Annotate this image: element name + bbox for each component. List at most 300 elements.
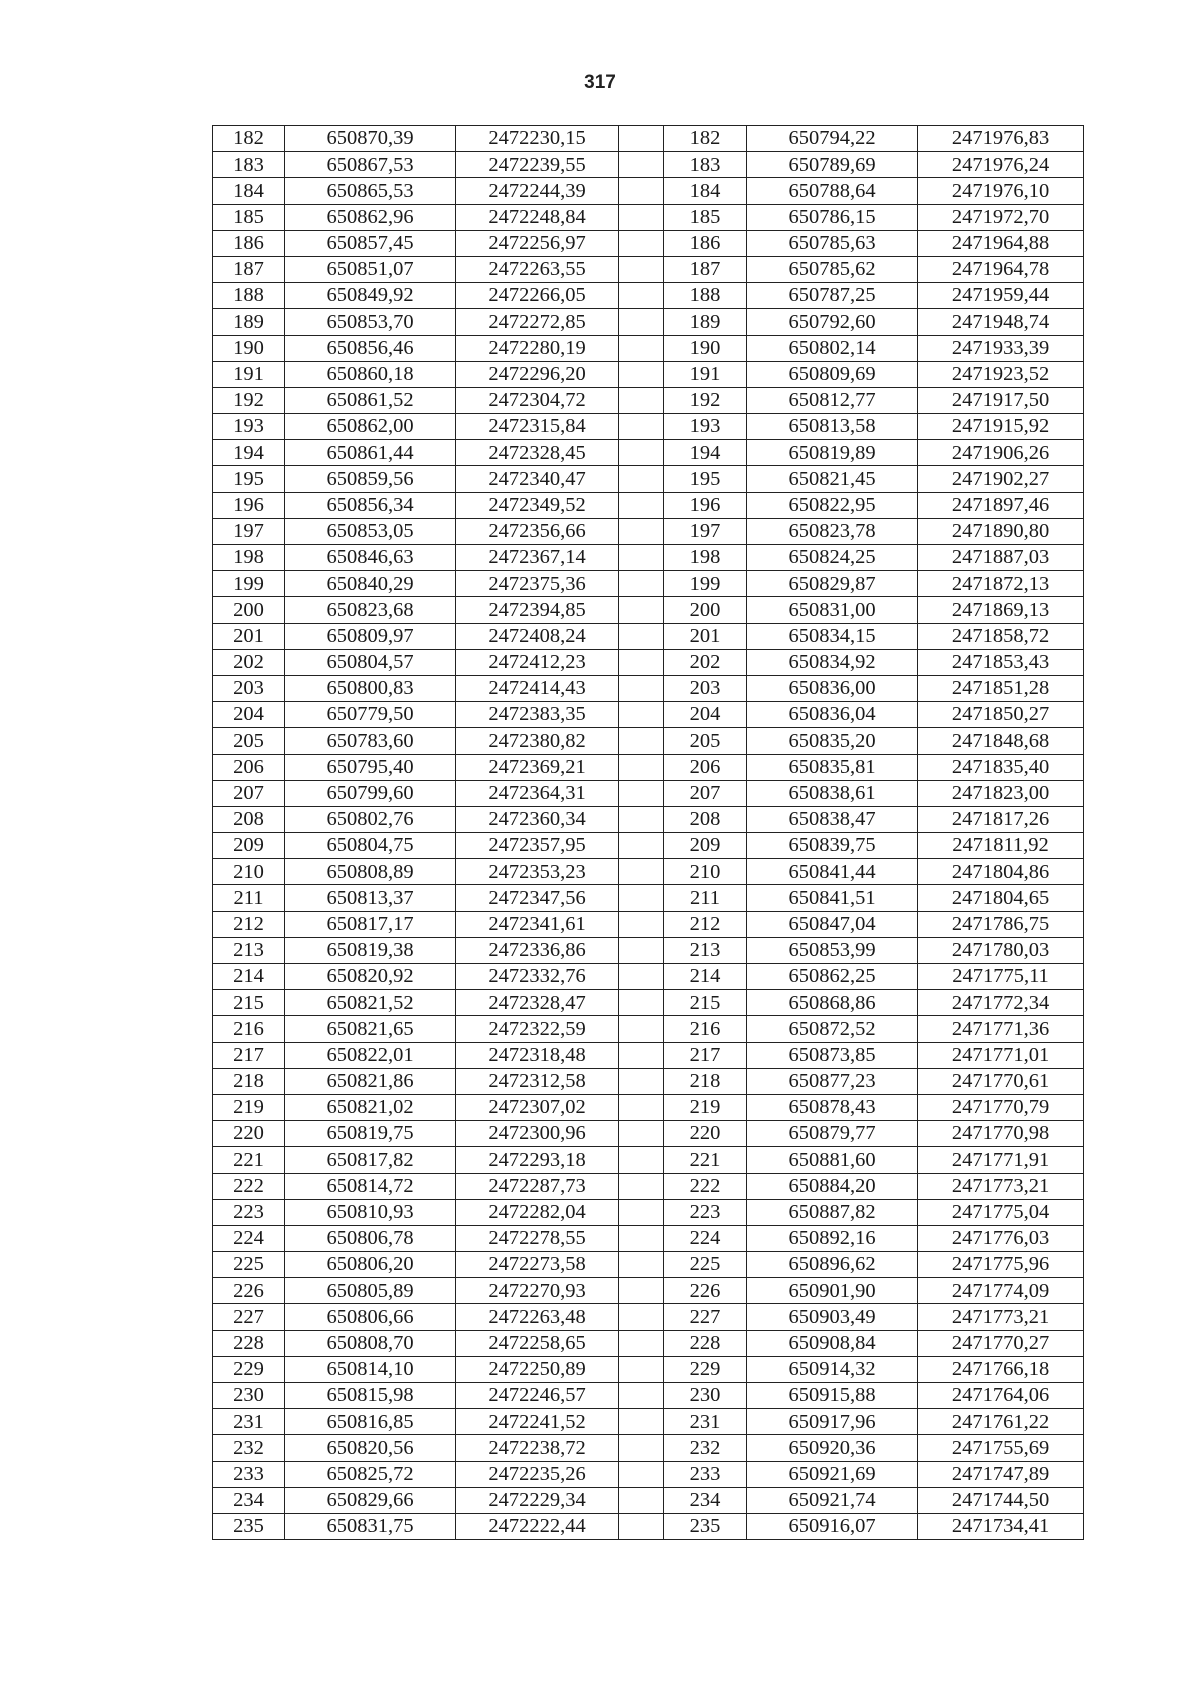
right-x-coordinate-cell: 650838,47: [747, 806, 918, 832]
left-point-number-cell: 207: [213, 780, 285, 806]
spacer-cell: [619, 309, 664, 335]
spacer-cell: [619, 571, 664, 597]
left-y-coordinate-cell: 2472241,52: [456, 1409, 619, 1435]
spacer-cell: [619, 597, 664, 623]
table-row: [213, 806, 1084, 832]
left-y-coordinate-cell: 2472328,45: [456, 440, 619, 466]
right-y-coordinate-cell: 2471734,41: [918, 1513, 1084, 1539]
spacer-cell: [619, 204, 664, 230]
coordinates-table-body: [213, 126, 1084, 1540]
right-x-coordinate-cell: 650872,52: [747, 1016, 918, 1042]
right-y-coordinate-cell: 2471772,34: [918, 990, 1084, 1016]
right-x-coordinate-cell: 650884,20: [747, 1173, 918, 1199]
table-row: [213, 675, 1084, 701]
right-y-coordinate-cell: 2471773,21: [918, 1304, 1084, 1330]
left-y-coordinate-cell: 2472340,47: [456, 466, 619, 492]
right-x-coordinate-cell: 650785,62: [747, 256, 918, 282]
right-x-coordinate-cell: 650785,63: [747, 230, 918, 256]
spacer-cell: [619, 1356, 664, 1382]
spacer-cell: [619, 754, 664, 780]
left-x-coordinate-cell: 650853,05: [285, 518, 456, 544]
right-y-coordinate-cell: 2471976,10: [918, 178, 1084, 204]
spacer-cell: [619, 649, 664, 675]
left-point-number-cell: 208: [213, 806, 285, 832]
table-row: [213, 780, 1084, 806]
left-x-coordinate-cell: 650857,45: [285, 230, 456, 256]
left-x-coordinate-cell: 650814,72: [285, 1173, 456, 1199]
right-y-coordinate-cell: 2471775,04: [918, 1199, 1084, 1225]
left-y-coordinate-cell: 2472300,96: [456, 1121, 619, 1147]
left-y-coordinate-cell: 2472296,20: [456, 361, 619, 387]
right-y-coordinate-cell: 2471964,78: [918, 256, 1084, 282]
right-point-number-cell: 188: [664, 283, 747, 309]
left-x-coordinate-cell: 650865,53: [285, 178, 456, 204]
left-point-number-cell: 235: [213, 1513, 285, 1539]
table-row: [213, 492, 1084, 518]
right-y-coordinate-cell: 2471755,69: [918, 1435, 1084, 1461]
table-row: [213, 414, 1084, 440]
right-x-coordinate-cell: 650787,25: [747, 283, 918, 309]
spacer-cell: [619, 990, 664, 1016]
left-point-number-cell: 205: [213, 728, 285, 754]
right-x-coordinate-cell: 650903,49: [747, 1304, 918, 1330]
spacer-cell: [619, 780, 664, 806]
table-row: [213, 911, 1084, 937]
left-point-number-cell: 223: [213, 1199, 285, 1225]
spacer-cell: [619, 361, 664, 387]
left-x-coordinate-cell: 650819,75: [285, 1121, 456, 1147]
spacer-cell: [619, 885, 664, 911]
left-y-coordinate-cell: 2472278,55: [456, 1225, 619, 1251]
table-row: [213, 1461, 1084, 1487]
right-point-number-cell: 226: [664, 1278, 747, 1304]
right-point-number-cell: 189: [664, 309, 747, 335]
table-row: [213, 361, 1084, 387]
left-y-coordinate-cell: 2472304,72: [456, 387, 619, 413]
right-point-number-cell: 232: [664, 1435, 747, 1461]
right-x-coordinate-cell: 650831,00: [747, 597, 918, 623]
right-y-coordinate-cell: 2471744,50: [918, 1487, 1084, 1513]
right-point-number-cell: 211: [664, 885, 747, 911]
right-point-number-cell: 195: [664, 466, 747, 492]
right-point-number-cell: 184: [664, 178, 747, 204]
left-x-coordinate-cell: 650861,52: [285, 387, 456, 413]
spacer-cell: [619, 1409, 664, 1435]
left-x-coordinate-cell: 650820,92: [285, 964, 456, 990]
left-x-coordinate-cell: 650815,98: [285, 1383, 456, 1409]
left-x-coordinate-cell: 650823,68: [285, 597, 456, 623]
left-point-number-cell: 203: [213, 675, 285, 701]
right-point-number-cell: 200: [664, 597, 747, 623]
left-point-number-cell: 233: [213, 1461, 285, 1487]
right-x-coordinate-cell: 650896,62: [747, 1252, 918, 1278]
spacer-cell: [619, 1121, 664, 1147]
table-row: [213, 623, 1084, 649]
table-row: [213, 440, 1084, 466]
left-x-coordinate-cell: 650808,89: [285, 859, 456, 885]
left-y-coordinate-cell: 2472280,19: [456, 335, 619, 361]
right-y-coordinate-cell: 2471915,92: [918, 414, 1084, 440]
right-x-coordinate-cell: 650786,15: [747, 204, 918, 230]
right-point-number-cell: 212: [664, 911, 747, 937]
right-y-coordinate-cell: 2471766,18: [918, 1356, 1084, 1382]
table-row: [213, 1252, 1084, 1278]
right-x-coordinate-cell: 650789,69: [747, 152, 918, 178]
table-row: [213, 466, 1084, 492]
spacer-cell: [619, 1513, 664, 1539]
right-x-coordinate-cell: 650916,07: [747, 1513, 918, 1539]
left-x-coordinate-cell: 650821,86: [285, 1068, 456, 1094]
right-x-coordinate-cell: 650839,75: [747, 833, 918, 859]
left-point-number-cell: 206: [213, 754, 285, 780]
right-x-coordinate-cell: 650841,51: [747, 885, 918, 911]
left-x-coordinate-cell: 650856,46: [285, 335, 456, 361]
spacer-cell: [619, 623, 664, 649]
spacer-cell: [619, 466, 664, 492]
left-point-number-cell: 196: [213, 492, 285, 518]
left-x-coordinate-cell: 650800,83: [285, 675, 456, 701]
left-point-number-cell: 202: [213, 649, 285, 675]
right-y-coordinate-cell: 2471817,26: [918, 806, 1084, 832]
right-y-coordinate-cell: 2471850,27: [918, 702, 1084, 728]
left-x-coordinate-cell: 650862,96: [285, 204, 456, 230]
table-row: [213, 702, 1084, 728]
coordinates-table: [212, 125, 1084, 1540]
left-x-coordinate-cell: 650870,39: [285, 126, 456, 152]
left-y-coordinate-cell: 2472412,23: [456, 649, 619, 675]
left-point-number-cell: 188: [213, 283, 285, 309]
right-point-number-cell: 224: [664, 1225, 747, 1251]
right-y-coordinate-cell: 2471890,80: [918, 518, 1084, 544]
right-x-coordinate-cell: 650788,64: [747, 178, 918, 204]
left-x-coordinate-cell: 650817,17: [285, 911, 456, 937]
right-x-coordinate-cell: 650901,90: [747, 1278, 918, 1304]
right-point-number-cell: 225: [664, 1252, 747, 1278]
spacer-cell: [619, 1304, 664, 1330]
left-point-number-cell: 187: [213, 256, 285, 282]
right-x-coordinate-cell: 650920,36: [747, 1435, 918, 1461]
spacer-cell: [619, 1278, 664, 1304]
right-y-coordinate-cell: 2471872,13: [918, 571, 1084, 597]
right-point-number-cell: 205: [664, 728, 747, 754]
right-y-coordinate-cell: 2471773,21: [918, 1173, 1084, 1199]
left-y-coordinate-cell: 2472364,31: [456, 780, 619, 806]
left-point-number-cell: 215: [213, 990, 285, 1016]
right-x-coordinate-cell: 650794,22: [747, 126, 918, 152]
right-y-coordinate-cell: 2471923,52: [918, 361, 1084, 387]
right-point-number-cell: 219: [664, 1094, 747, 1120]
right-x-coordinate-cell: 650819,89: [747, 440, 918, 466]
left-y-coordinate-cell: 2472256,97: [456, 230, 619, 256]
right-y-coordinate-cell: 2471964,88: [918, 230, 1084, 256]
left-y-coordinate-cell: 2472312,58: [456, 1068, 619, 1094]
right-x-coordinate-cell: 650835,20: [747, 728, 918, 754]
left-y-coordinate-cell: 2472375,36: [456, 571, 619, 597]
right-point-number-cell: 215: [664, 990, 747, 1016]
left-x-coordinate-cell: 650822,01: [285, 1042, 456, 1068]
table-row: [213, 1435, 1084, 1461]
right-point-number-cell: 229: [664, 1356, 747, 1382]
table-row: [213, 1199, 1084, 1225]
left-point-number-cell: 228: [213, 1330, 285, 1356]
table-row: [213, 859, 1084, 885]
right-x-coordinate-cell: 650834,15: [747, 623, 918, 649]
right-point-number-cell: 218: [664, 1068, 747, 1094]
right-x-coordinate-cell: 650915,88: [747, 1383, 918, 1409]
table-row: [213, 885, 1084, 911]
table-row: [213, 571, 1084, 597]
left-point-number-cell: 218: [213, 1068, 285, 1094]
right-x-coordinate-cell: 650921,69: [747, 1461, 918, 1487]
left-y-coordinate-cell: 2472353,23: [456, 859, 619, 885]
left-point-number-cell: 225: [213, 1252, 285, 1278]
spacer-cell: [619, 1330, 664, 1356]
spacer-cell: [619, 440, 664, 466]
left-x-coordinate-cell: 650799,60: [285, 780, 456, 806]
right-x-coordinate-cell: 650792,60: [747, 309, 918, 335]
left-x-coordinate-cell: 650804,75: [285, 833, 456, 859]
right-point-number-cell: 216: [664, 1016, 747, 1042]
table-row: [213, 597, 1084, 623]
left-y-coordinate-cell: 2472349,52: [456, 492, 619, 518]
left-point-number-cell: 192: [213, 387, 285, 413]
left-x-coordinate-cell: 650851,07: [285, 256, 456, 282]
right-x-coordinate-cell: 650823,78: [747, 518, 918, 544]
table-row: [213, 1304, 1084, 1330]
spacer-cell: [619, 1068, 664, 1094]
left-point-number-cell: 210: [213, 859, 285, 885]
spacer-cell: [619, 152, 664, 178]
spacer-cell: [619, 911, 664, 937]
right-x-coordinate-cell: 650821,45: [747, 466, 918, 492]
left-y-coordinate-cell: 2472235,26: [456, 1461, 619, 1487]
table-row: [213, 283, 1084, 309]
spacer-cell: [619, 675, 664, 701]
right-x-coordinate-cell: 650853,99: [747, 937, 918, 963]
right-x-coordinate-cell: 650841,44: [747, 859, 918, 885]
table-row: [213, 256, 1084, 282]
right-x-coordinate-cell: 650892,16: [747, 1225, 918, 1251]
right-x-coordinate-cell: 650829,87: [747, 571, 918, 597]
left-point-number-cell: 198: [213, 545, 285, 571]
right-x-coordinate-cell: 650881,60: [747, 1147, 918, 1173]
right-y-coordinate-cell: 2471959,44: [918, 283, 1084, 309]
right-x-coordinate-cell: 650835,81: [747, 754, 918, 780]
right-y-coordinate-cell: 2471761,22: [918, 1409, 1084, 1435]
right-point-number-cell: 185: [664, 204, 747, 230]
left-x-coordinate-cell: 650862,00: [285, 414, 456, 440]
right-point-number-cell: 233: [664, 1461, 747, 1487]
left-point-number-cell: 189: [213, 309, 285, 335]
left-point-number-cell: 224: [213, 1225, 285, 1251]
left-x-coordinate-cell: 650814,10: [285, 1356, 456, 1382]
table-row: [213, 728, 1084, 754]
right-point-number-cell: 214: [664, 964, 747, 990]
right-x-coordinate-cell: 650836,04: [747, 702, 918, 728]
right-point-number-cell: 234: [664, 1487, 747, 1513]
table-row: [213, 1068, 1084, 1094]
left-y-coordinate-cell: 2472263,48: [456, 1304, 619, 1330]
table-row: [213, 754, 1084, 780]
right-y-coordinate-cell: 2471774,09: [918, 1278, 1084, 1304]
left-x-coordinate-cell: 650808,70: [285, 1330, 456, 1356]
table-row: [213, 833, 1084, 859]
spacer-cell: [619, 833, 664, 859]
left-y-coordinate-cell: 2472380,82: [456, 728, 619, 754]
right-point-number-cell: 183: [664, 152, 747, 178]
table-row: [213, 990, 1084, 1016]
table-row: [213, 335, 1084, 361]
left-x-coordinate-cell: 650860,18: [285, 361, 456, 387]
right-point-number-cell: 235: [664, 1513, 747, 1539]
spacer-cell: [619, 1042, 664, 1068]
spacer-cell: [619, 702, 664, 728]
left-y-coordinate-cell: 2472266,05: [456, 283, 619, 309]
right-point-number-cell: 207: [664, 780, 747, 806]
left-point-number-cell: 214: [213, 964, 285, 990]
right-x-coordinate-cell: 650887,82: [747, 1199, 918, 1225]
left-y-coordinate-cell: 2472356,66: [456, 518, 619, 544]
spacer-cell: [619, 178, 664, 204]
spacer-cell: [619, 335, 664, 361]
spacer-cell: [619, 283, 664, 309]
left-y-coordinate-cell: 2472318,48: [456, 1042, 619, 1068]
left-point-number-cell: 230: [213, 1383, 285, 1409]
table-row: [213, 204, 1084, 230]
left-x-coordinate-cell: 650819,38: [285, 937, 456, 963]
right-x-coordinate-cell: 650862,25: [747, 964, 918, 990]
right-point-number-cell: 213: [664, 937, 747, 963]
left-y-coordinate-cell: 2472328,47: [456, 990, 619, 1016]
spacer-cell: [619, 1487, 664, 1513]
right-point-number-cell: 196: [664, 492, 747, 518]
table-row: [213, 1042, 1084, 1068]
right-point-number-cell: 209: [664, 833, 747, 859]
right-y-coordinate-cell: 2471887,03: [918, 545, 1084, 571]
left-y-coordinate-cell: 2472293,18: [456, 1147, 619, 1173]
right-x-coordinate-cell: 650868,86: [747, 990, 918, 1016]
right-point-number-cell: 202: [664, 649, 747, 675]
right-y-coordinate-cell: 2471902,27: [918, 466, 1084, 492]
left-point-number-cell: 227: [213, 1304, 285, 1330]
table-row: [213, 1513, 1084, 1539]
table-row: [213, 649, 1084, 675]
table-row: [213, 1278, 1084, 1304]
left-point-number-cell: 222: [213, 1173, 285, 1199]
right-y-coordinate-cell: 2471848,68: [918, 728, 1084, 754]
table-row: [213, 230, 1084, 256]
left-point-number-cell: 229: [213, 1356, 285, 1382]
right-y-coordinate-cell: 2471858,72: [918, 623, 1084, 649]
left-y-coordinate-cell: 2472282,04: [456, 1199, 619, 1225]
right-y-coordinate-cell: 2471775,11: [918, 964, 1084, 990]
left-y-coordinate-cell: 2472307,02: [456, 1094, 619, 1120]
spacer-cell: [619, 1461, 664, 1487]
right-y-coordinate-cell: 2471906,26: [918, 440, 1084, 466]
page-number: 317: [584, 72, 616, 93]
right-x-coordinate-cell: 650914,32: [747, 1356, 918, 1382]
table-row: [213, 1225, 1084, 1251]
spacer-cell: [619, 387, 664, 413]
right-x-coordinate-cell: 650877,23: [747, 1068, 918, 1094]
left-y-coordinate-cell: 2472360,34: [456, 806, 619, 832]
right-point-number-cell: 227: [664, 1304, 747, 1330]
spacer-cell: [619, 1435, 664, 1461]
table-row: [213, 152, 1084, 178]
table-row: [213, 1356, 1084, 1382]
left-y-coordinate-cell: 2472367,14: [456, 545, 619, 571]
left-y-coordinate-cell: 2472250,89: [456, 1356, 619, 1382]
right-point-number-cell: 217: [664, 1042, 747, 1068]
right-y-coordinate-cell: 2471770,98: [918, 1121, 1084, 1147]
left-x-coordinate-cell: 650805,89: [285, 1278, 456, 1304]
table-row: [213, 1094, 1084, 1120]
left-point-number-cell: 213: [213, 937, 285, 963]
left-x-coordinate-cell: 650849,92: [285, 283, 456, 309]
table-row: [213, 178, 1084, 204]
left-point-number-cell: 183: [213, 152, 285, 178]
left-point-number-cell: 226: [213, 1278, 285, 1304]
right-x-coordinate-cell: 650917,96: [747, 1409, 918, 1435]
left-x-coordinate-cell: 650813,37: [285, 885, 456, 911]
left-point-number-cell: 200: [213, 597, 285, 623]
left-x-coordinate-cell: 650806,66: [285, 1304, 456, 1330]
spacer-cell: [619, 806, 664, 832]
right-x-coordinate-cell: 650836,00: [747, 675, 918, 701]
left-x-coordinate-cell: 650846,63: [285, 545, 456, 571]
right-y-coordinate-cell: 2471972,70: [918, 204, 1084, 230]
right-x-coordinate-cell: 650878,43: [747, 1094, 918, 1120]
right-y-coordinate-cell: 2471770,27: [918, 1330, 1084, 1356]
left-point-number-cell: 190: [213, 335, 285, 361]
left-y-coordinate-cell: 2472230,15: [456, 126, 619, 152]
left-point-number-cell: 201: [213, 623, 285, 649]
table-row: [213, 964, 1084, 990]
left-point-number-cell: 194: [213, 440, 285, 466]
left-y-coordinate-cell: 2472270,93: [456, 1278, 619, 1304]
right-y-coordinate-cell: 2471770,79: [918, 1094, 1084, 1120]
left-x-coordinate-cell: 650825,72: [285, 1461, 456, 1487]
table-row: [213, 1121, 1084, 1147]
left-x-coordinate-cell: 650840,29: [285, 571, 456, 597]
left-x-coordinate-cell: 650867,53: [285, 152, 456, 178]
right-y-coordinate-cell: 2471917,50: [918, 387, 1084, 413]
left-point-number-cell: 216: [213, 1016, 285, 1042]
left-x-coordinate-cell: 650821,52: [285, 990, 456, 1016]
spacer-cell: [619, 1147, 664, 1173]
spacer-cell: [619, 1094, 664, 1120]
left-point-number-cell: 209: [213, 833, 285, 859]
left-point-number-cell: 217: [213, 1042, 285, 1068]
right-x-coordinate-cell: 650802,14: [747, 335, 918, 361]
table-row: [213, 518, 1084, 544]
right-point-number-cell: 199: [664, 571, 747, 597]
left-y-coordinate-cell: 2472322,59: [456, 1016, 619, 1042]
left-point-number-cell: 197: [213, 518, 285, 544]
left-point-number-cell: 204: [213, 702, 285, 728]
left-point-number-cell: 199: [213, 571, 285, 597]
left-point-number-cell: 221: [213, 1147, 285, 1173]
right-x-coordinate-cell: 650873,85: [747, 1042, 918, 1068]
left-y-coordinate-cell: 2472263,55: [456, 256, 619, 282]
left-y-coordinate-cell: 2472222,44: [456, 1513, 619, 1539]
left-x-coordinate-cell: 650853,70: [285, 309, 456, 335]
spacer-cell: [619, 414, 664, 440]
left-y-coordinate-cell: 2472369,21: [456, 754, 619, 780]
right-y-coordinate-cell: 2471771,01: [918, 1042, 1084, 1068]
left-point-number-cell: 193: [213, 414, 285, 440]
right-x-coordinate-cell: 650879,77: [747, 1121, 918, 1147]
